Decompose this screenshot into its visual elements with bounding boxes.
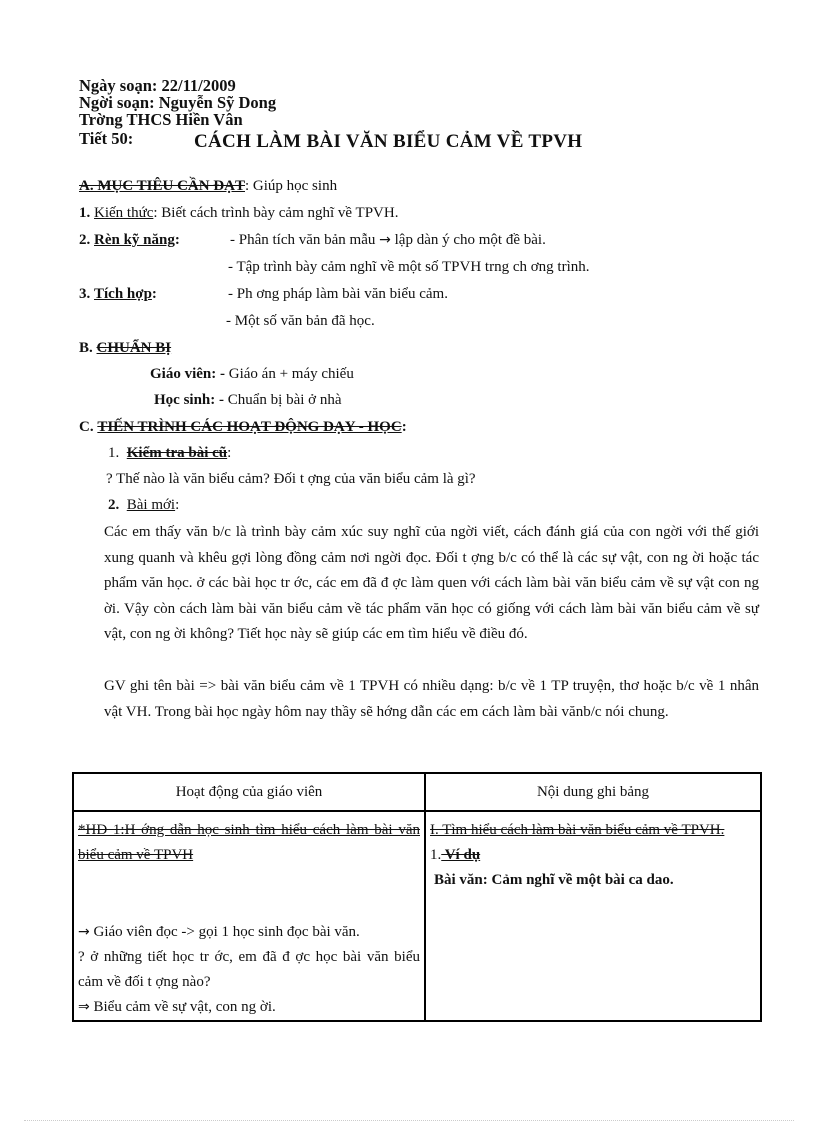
skills-num: 2.	[79, 232, 91, 248]
new-lesson-label: Bài mới	[126, 497, 176, 513]
integration-row	[79, 286, 157, 303]
new-lesson-row	[108, 497, 179, 514]
content-section-heading: I. Tìm hiểu cách làm bài văn biểu cảm về TPVH.	[430, 822, 725, 838]
arrow-right-icon: →	[379, 232, 391, 248]
section-a-suffix: : Giúp học sinh	[244, 178, 338, 194]
arrow-right-icon: →	[78, 924, 90, 940]
integration-label: Tích hợp	[94, 286, 152, 302]
skills-row	[79, 232, 180, 249]
section-a-heading	[79, 178, 337, 195]
example-label: Ví dụ	[441, 847, 481, 863]
lesson-label: Tiết 50:	[79, 129, 134, 148]
example-text: Bài văn: Cảm nghĩ về một bài ca dao.	[434, 872, 674, 888]
activity-heading: *HĐ 1:H ớng dẫn học sinh tìm hiểu cách làm bài văn biểu cảm về TPVH	[78, 822, 420, 863]
review-colon: :	[227, 445, 232, 461]
example-num: 1.	[430, 847, 442, 863]
page-bottom-border	[24, 1120, 794, 1121]
teacher-text: Giáo án + máy chiếu	[228, 366, 354, 382]
skills-item-1	[230, 232, 546, 249]
teacher-prep	[150, 366, 354, 383]
section-b-prefix: B.	[79, 340, 93, 356]
skills-item-1-pre: - Phân tích văn bản mẫu	[230, 232, 376, 248]
double-arrow-right-icon: ⇒	[78, 999, 90, 1015]
teacher-label: Giáo viên: -	[150, 366, 225, 382]
new-lesson-colon: :	[175, 497, 180, 513]
page-title: CÁCH LÀM BÀI VĂN BIỂU CẢM VỀ TPVH	[194, 131, 583, 152]
author-line: Ngời soạn: Nguyễn Sỹ Dong	[79, 93, 277, 112]
integration-colon: :	[151, 286, 157, 302]
skills-colon: :	[174, 232, 180, 248]
activity-line-1	[78, 920, 420, 945]
knowledge-label: Kiến thức	[94, 205, 154, 221]
lesson-table	[72, 772, 762, 1022]
skills-item-2: - Tập trình bày cảm nghĩ về một số TPVH trng ch ơng trình.	[228, 259, 590, 275]
col1-cell	[73, 811, 425, 1021]
activity-line-1-text: Giáo viên đọc -> gọi 1 học sinh đọc bài văn.	[93, 924, 360, 940]
col2-cell	[425, 811, 761, 1021]
school-line: Trờng THCS Hiền Vân	[79, 110, 243, 129]
new-lesson-num: 2.	[108, 497, 120, 513]
integration-item-1: - Ph ơng pháp làm bài văn biểu cảm.	[228, 286, 448, 302]
review-label: Kiểm tra bài cũ	[126, 445, 228, 461]
teacher-note-paragraph: GV ghi tên bài => bài văn biểu cảm về 1 TPVH có nhiều dạng: b/c về 1 TP truyện, thơ hoặc b/c về 1 nhân vật VH. Trong bài học ngày hôm nay thầy sẽ hớng dẫn các em cách làm bài vănb/c nói chung.	[104, 678, 759, 720]
example-heading	[430, 843, 756, 868]
review-question: ? Thế nào là văn biểu cảm? Đối t ợng của văn biểu cảm là gì?	[106, 471, 476, 487]
section-c-heading	[79, 419, 407, 436]
section-b-heading	[79, 340, 171, 357]
integration-num: 3.	[79, 286, 91, 302]
activity-question: ? ở những tiết học tr ớc, em đã đ ợc học bài văn biểu cảm về đối t ợng nào?	[78, 949, 420, 990]
section-a-title: A. MỤC TIÊU CẦN ĐẠT	[79, 178, 245, 194]
col2-header: Nội dung ghi bảng	[425, 773, 761, 811]
intro-paragraph: Các em thấy văn b/c là trình bày cảm xúc suy nghĩ của ngời viết, cách đánh giá của con ngời với thế giới xung quanh và khêu gợi lòng đồng cảm nơi ngời đọc. Đối t ợng b/c có thể là các sự vật, con ng ời hoặc tác phẩm văn học. ở các bài học tr ớc, các em đã đ ợc làm quen với cách làm bài văn biểu cảm về sự vật con ng ời. Vậy còn cách làm bài văn biểu cảm về tác phẩm văn học có giống với cách làm bài văn biểu cảm về sự vật, con ng ời không? Tiết học này sẽ giúp các em tìm hiểu về điều đó.	[104, 524, 759, 642]
section-c-prefix: C.	[79, 419, 94, 435]
knowledge-text: : Biết cách trình bày cảm nghĩ về TPVH.	[153, 205, 399, 221]
student-label: Học sinh: -	[154, 392, 225, 408]
knowledge-row	[79, 205, 398, 222]
student-prep	[154, 392, 342, 409]
review-num: 1.	[108, 445, 120, 461]
student-text: Chuẩn bị bài ở nhà	[227, 392, 342, 408]
col1-header: Hoạt động của giáo viên	[73, 773, 425, 811]
activity-answer	[78, 995, 420, 1020]
table-header-row	[73, 773, 761, 811]
date-line: Ngày soạn: 22/11/2009	[79, 76, 236, 95]
activity-answer-text: Biểu cảm về sự vật, con ng ời.	[93, 999, 276, 1015]
section-c-suffix: :	[401, 419, 407, 435]
section-c-title: TIẾN TRÌNH CÁC HOẠT ĐỘNG DẠY - HỌC	[97, 419, 402, 435]
integration-item-2: - Một số văn bản đã học.	[226, 313, 375, 329]
skills-item-1-post: lập dàn ý cho một đề bài.	[394, 232, 546, 248]
skills-label: Rèn kỹ năng	[94, 232, 175, 248]
review-row	[108, 445, 231, 462]
knowledge-num: 1.	[79, 205, 91, 221]
section-b-title: CHUẨN BỊ	[96, 340, 172, 356]
table-row	[73, 811, 761, 1021]
